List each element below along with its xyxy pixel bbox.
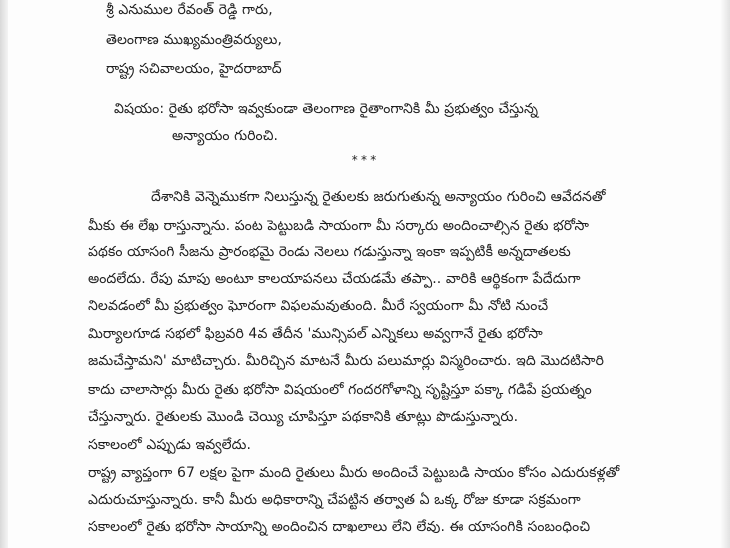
addressee-line-1: శ్రీ ఎనుముల రేవంత్ రెడ్డి గారు,	[106, 2, 273, 18]
separator-stars: ***	[351, 153, 379, 167]
body-line-4: అందలేదు. రేపు మాపు అంటూ కాలయాపనలు చేయడమే తప్పా.. వారికి ఆర్థికంగా పేదేదుగా	[88, 271, 581, 287]
subject-continuation: అన్యాయం గురించి.	[172, 128, 279, 144]
addressee-line-3: రాష్ట్ర సచివాలయం, హైదరాబాద్	[106, 61, 282, 77]
body-line-7: జమచేస్తామని' మాటిచ్చారు. మీరిచ్చిన మాటనే మీరు పలుమార్లు విస్మరించారు. ఇది మొదటిసారి	[88, 353, 604, 369]
body-line-1: దేశానికి వెన్నెముకగా నిలుస్తున్న రైతులకు జరుగుతున్న అన్యాయం గురించి ఆవేదనతో	[151, 189, 606, 205]
body-line-12: ఎదురుచూస్తున్నారు. కానీ మీరు అధికారాన్ని చేపట్టిన తర్వాత ఏ ఒక్క రోజు కూడా సక్రమంగా	[88, 492, 581, 508]
body-line-8: కాదు చాలాసార్లు మీరు రైతు భరోసా విషయంలో గందరగోళాన్ని సృష్టిస్తూ పక్కా గడిపే ప్రయత్నం	[88, 382, 592, 398]
body-line-9: చేస్తున్నారు. రైతులకు మొండి చెయ్యి చూపిస్తూ పథకానికి తూట్లు పొడుస్తున్నారు.	[88, 409, 519, 425]
page-edge-shadow	[0, 0, 8, 548]
subject-label: విషయం:	[114, 101, 165, 117]
body-line-5: నిలవడంలో మీ ప్రభుత్వం ఘోరంగా విఫలమవుతుంది. మీరే స్వయంగా మీ నోటి నుంచే	[88, 298, 549, 314]
body-line-10: సకాలంలో ఎప్పుడు ఇవ్వలేదు.	[88, 437, 251, 453]
page-right-shadow	[720, 0, 730, 548]
addressee-line-2: తెలంగాణ ముఖ్యమంత్రివర్యులు,	[106, 32, 283, 48]
body-line-6: మిర్యాలగూడ సభలో ఫిబ్రవరి 4వ తేదీన 'మున్సిపల్ ఎన్నికలు అవ్వగానే రైతు భరోసా	[88, 326, 543, 342]
body-line-2: మీకు ఈ లేఖ రాస్తున్నాను. పంట పెట్టుబడి సాయంగా మీ సర్కారు అందించాల్సిన రైతు భరోసా	[88, 218, 590, 234]
subject-line	[114, 100, 538, 118]
body-line-13: సకాలంలో రైతు భరోసా సాయాన్ని అందించిన దాఖలాలు లేని లేవు. ఈ యాసంగికి సంబంధించి	[88, 519, 591, 535]
subject-text: రైతు భరోసా ఇవ్వకుండా తెలంగాణ రైతాంగానికి మీ ప్రభుత్వం చేస్తున్న	[168, 101, 539, 117]
body-line-3: పథకం యాసంగి సీజను ప్రారంభమై రెండు నెలలు గడుస్తున్నా ఇంకా ఇప్పటికీ అన్నదాతలకు	[88, 244, 571, 260]
body-line-11: రాష్ట్ర వ్యాప్తంగా 67 లక్షల పైగా మంది రైతులు మీరు అందించే పెట్టుబడి సాయం కోసం ఎదురుకళ్లతో	[88, 465, 620, 481]
